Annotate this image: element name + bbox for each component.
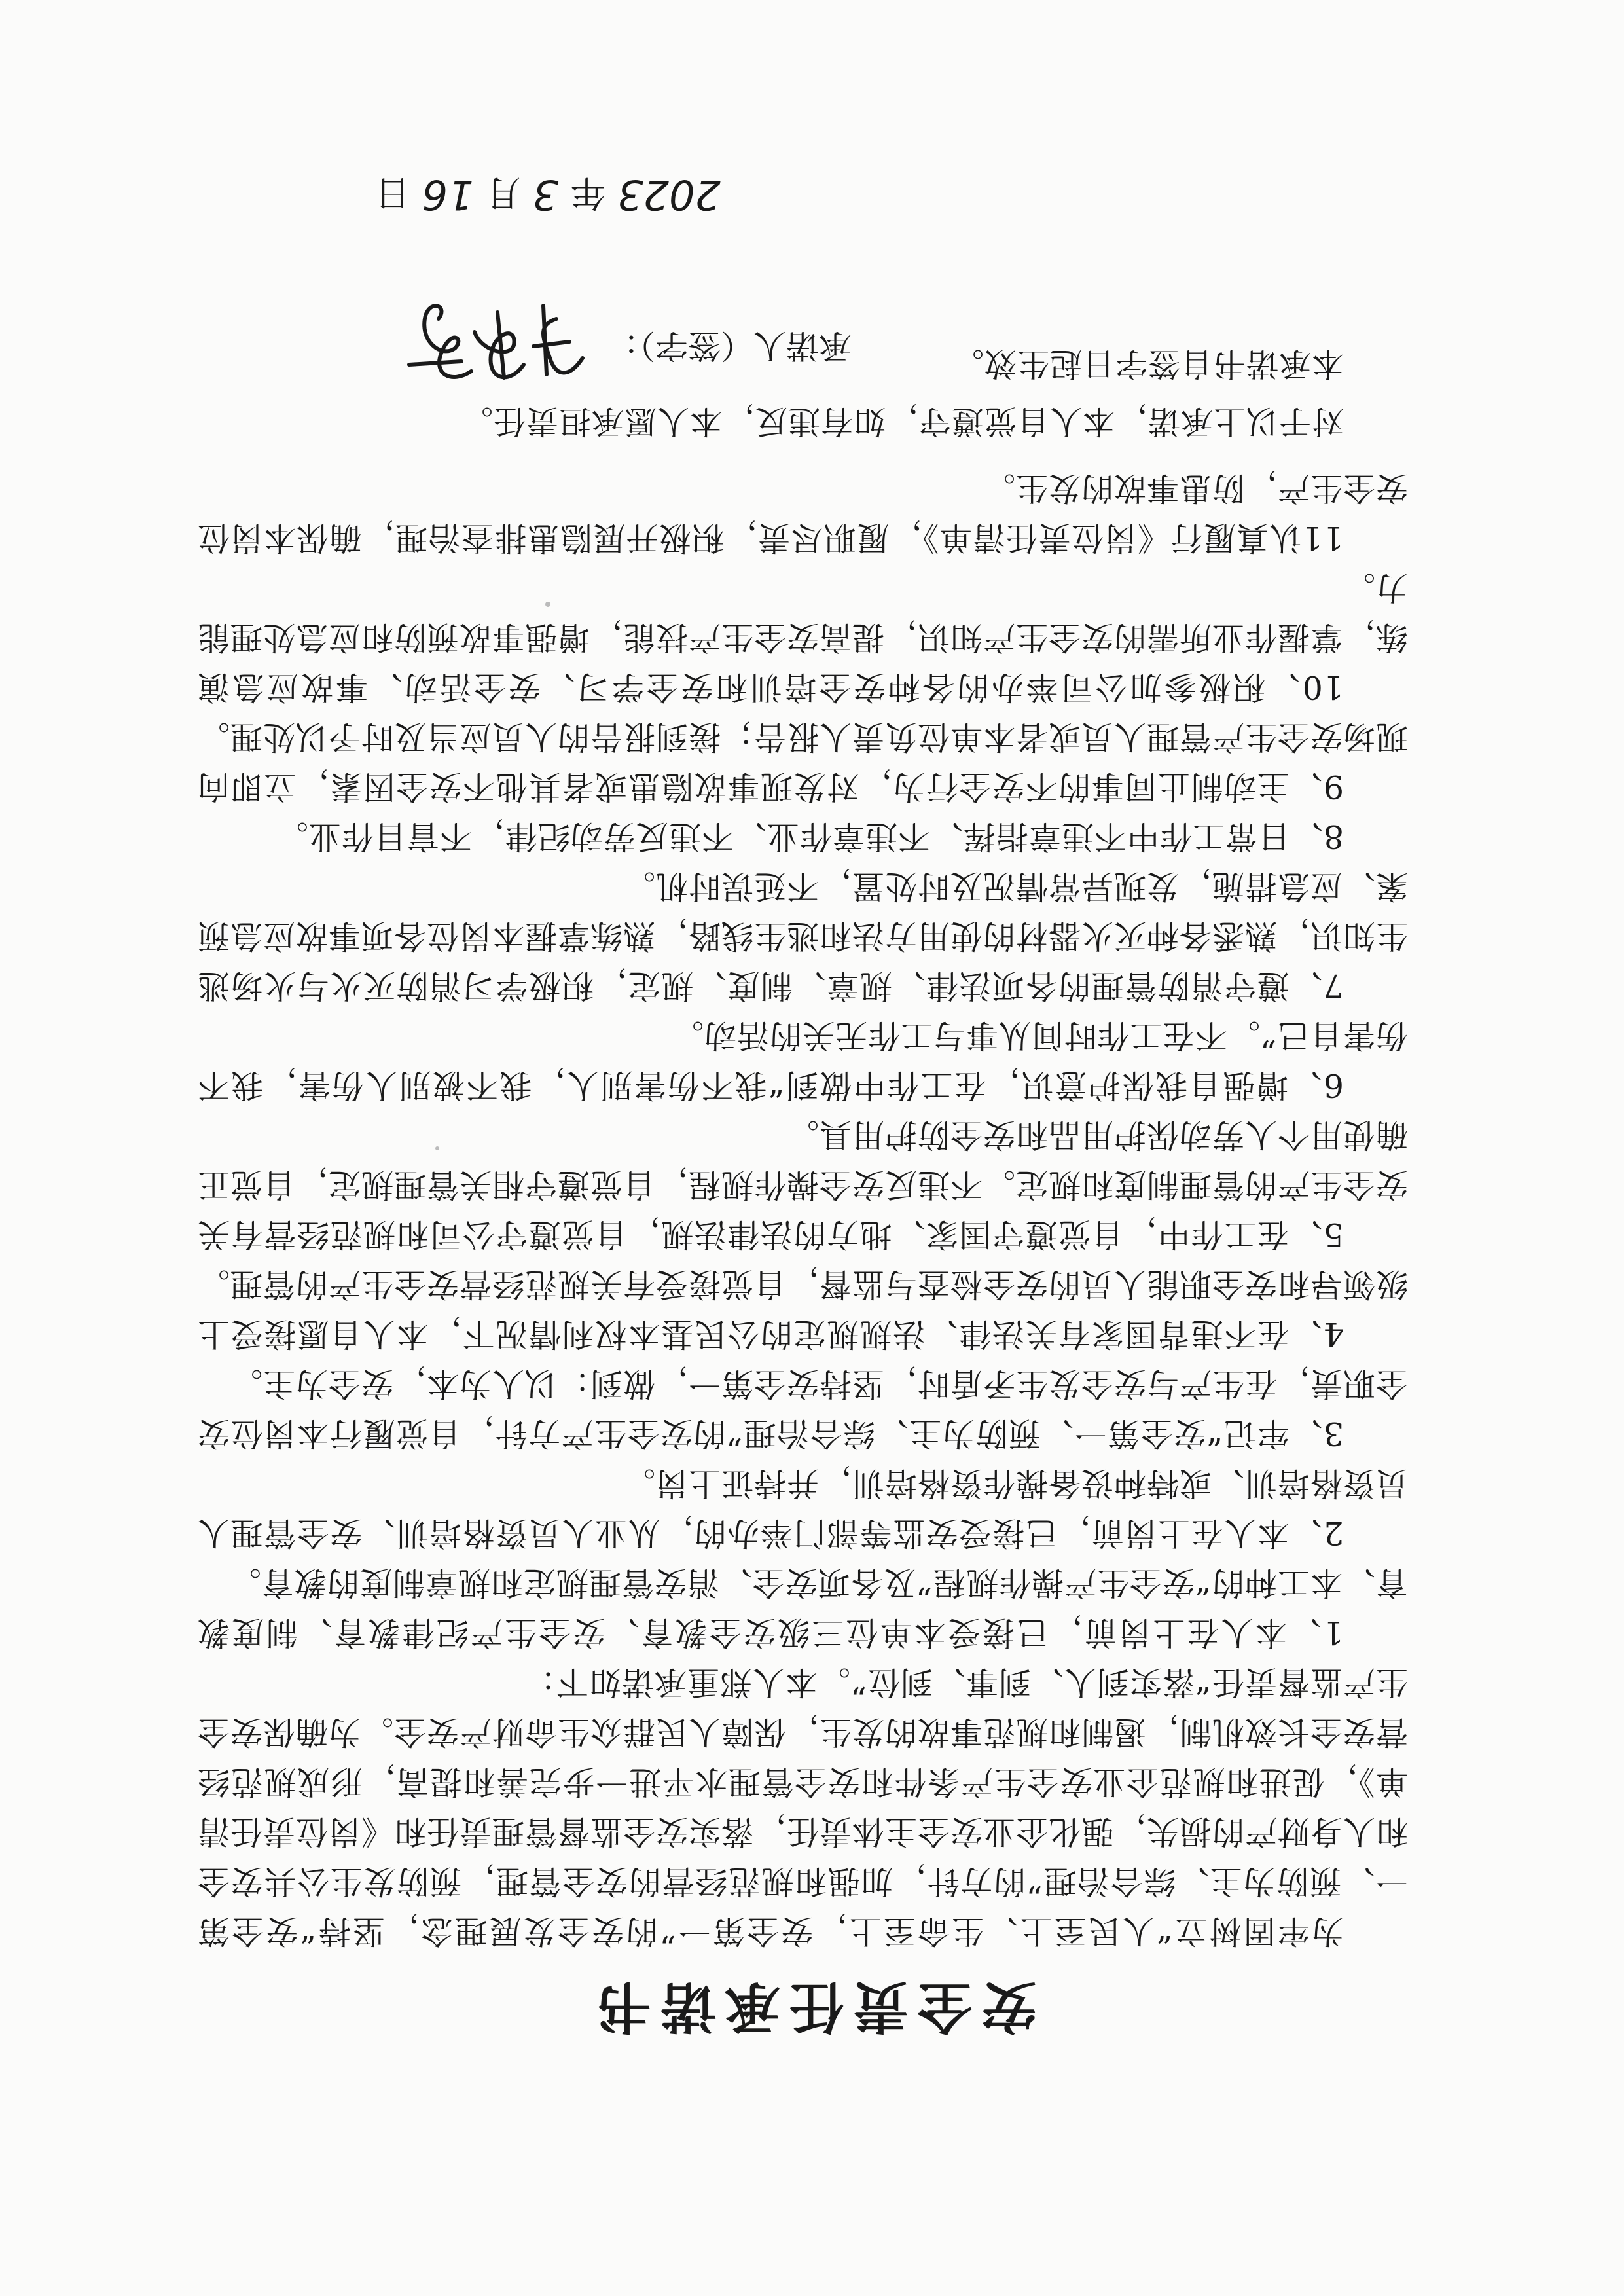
document-title: 安全责任承诺书 [587,1975,1037,2039]
document-body [197,338,1408,1956]
closing-statement: 对于以上承诺，本人自觉遵守，如有违反，本人愿承担责任。 [460,403,1344,440]
commitment-item: 1、本人在上岗前，已接受本单位三级安全教育、安全生产纪律教育、制度教育、本工种的“安全生产操作规程”及各项安全、消安管理规定和规章制度的教育。 [197,1564,1408,1651]
commitment-item: 6、增强自我保护意识，在工作中做到“我不伤害别人，我不被别人伤害，我不伤害自己”。不在工作时间从事与工作无关的活动。 [197,1017,1408,1104]
date-month-unit: 月 [485,172,521,213]
date-year: 2023 [617,171,721,219]
commitment-item: 3、牢记“安全第一、预防为主、综合治理”的安全生产方针，自觉履行本岗位安全职责，在生产与安全发生矛盾时，坚持安全第一，做到：以人为本，安全为主。 [197,1365,1408,1452]
commitment-item: 2、本人在上岗前，已接受安监等部门举办的，从业人员资格培训、安全管理人员资格培训、或特种设备操作资格培训，并持证上岗。 [197,1465,1408,1552]
commitment-item: 4、在不违背国家有关法律、法规规定的公民基本权利情况下，本人自愿接受上级领导和安全职能人员的安全检查与监督，自觉接受有关规范经营安全生产的管理。 [196,1266,1408,1353]
commitment-item: 9、主动制止同事的不安全行为，对发现事故隐患或者其他不安全因素，立即向现场安全生产管理人员或者本单位负责人报告；接到报告的人员应当及时予以处理。 [196,718,1408,805]
commitment-item: 10、积极参加公司举办的各种安全培训和安全学习、安全活动、事故应急演练，掌握作业所需的安全生产知识，提高安全生产技能，增强事故预防和应急处理能力。 [196,569,1408,706]
commitment-item: 7、遵守消防管理的各项法律、规章、制度、规定，积极学习消防灭火与火场逃生知识，熟悉各种灭火器材的使用方法和逃生线路，熟练掌握本岗位各项事故应急预案、应急措施，发现异常情况及时处置，不延误时机。 [196,867,1408,1004]
handwritten-signature [399,293,596,404]
commitment-item: 8、日常工作中不违章指挥、不违章作业、不违反劳动纪律，不盲目作业。 [275,818,1344,855]
commitment-item: 11认真履行《岗位责任清单》，履职尽责，积极开展隐患排查治理，确保本岗位安全生产，防患事故的发生。 [197,469,1408,556]
effective-statement: 本承诺书自签字日起生效。 [950,345,1344,382]
date-month: 3 [532,171,559,219]
date-day-unit: 日 [374,172,410,213]
commitment-item: 5、在工作中，自觉遵守国家、地方的法律法规，自觉遵守公司和规范经营有关安全生产的管理制度和规定。不违反安全操作规程，自觉遵守相关管理规定，自觉正确使用个人劳动保护用品和安全防护用具。 [196,1116,1408,1253]
signing-date [375,170,721,221]
signature-block [399,293,852,404]
signer-label: 承诺人（签字）： [606,327,852,365]
scan-speck [435,1146,439,1150]
scan-speck [545,602,550,607]
date-year-unit: 年 [570,172,606,213]
date-day: 16 [422,171,474,219]
intro-paragraph: 为牢固树立“人民至上、生命至上，安全第一”的安全发展理念，坚持“安全第一、预防为主、综合治理”的方针，加强和规范经营的安全管理，预防发生公共安全和人身财产的损失，强化企业安全主体责任，落实安全监督管理责任和《岗位责任清单》，促进和规范企业安全生产条件和安全管理水平进一步完善和提高，形成规范经营安全长效机制，遏制和规范事故的发生，保障人民群众生命财产安全。为确保安全生产监督责任“落实到人、到事、到位”。本人郑重承诺如下： [196,1664,1408,1950]
